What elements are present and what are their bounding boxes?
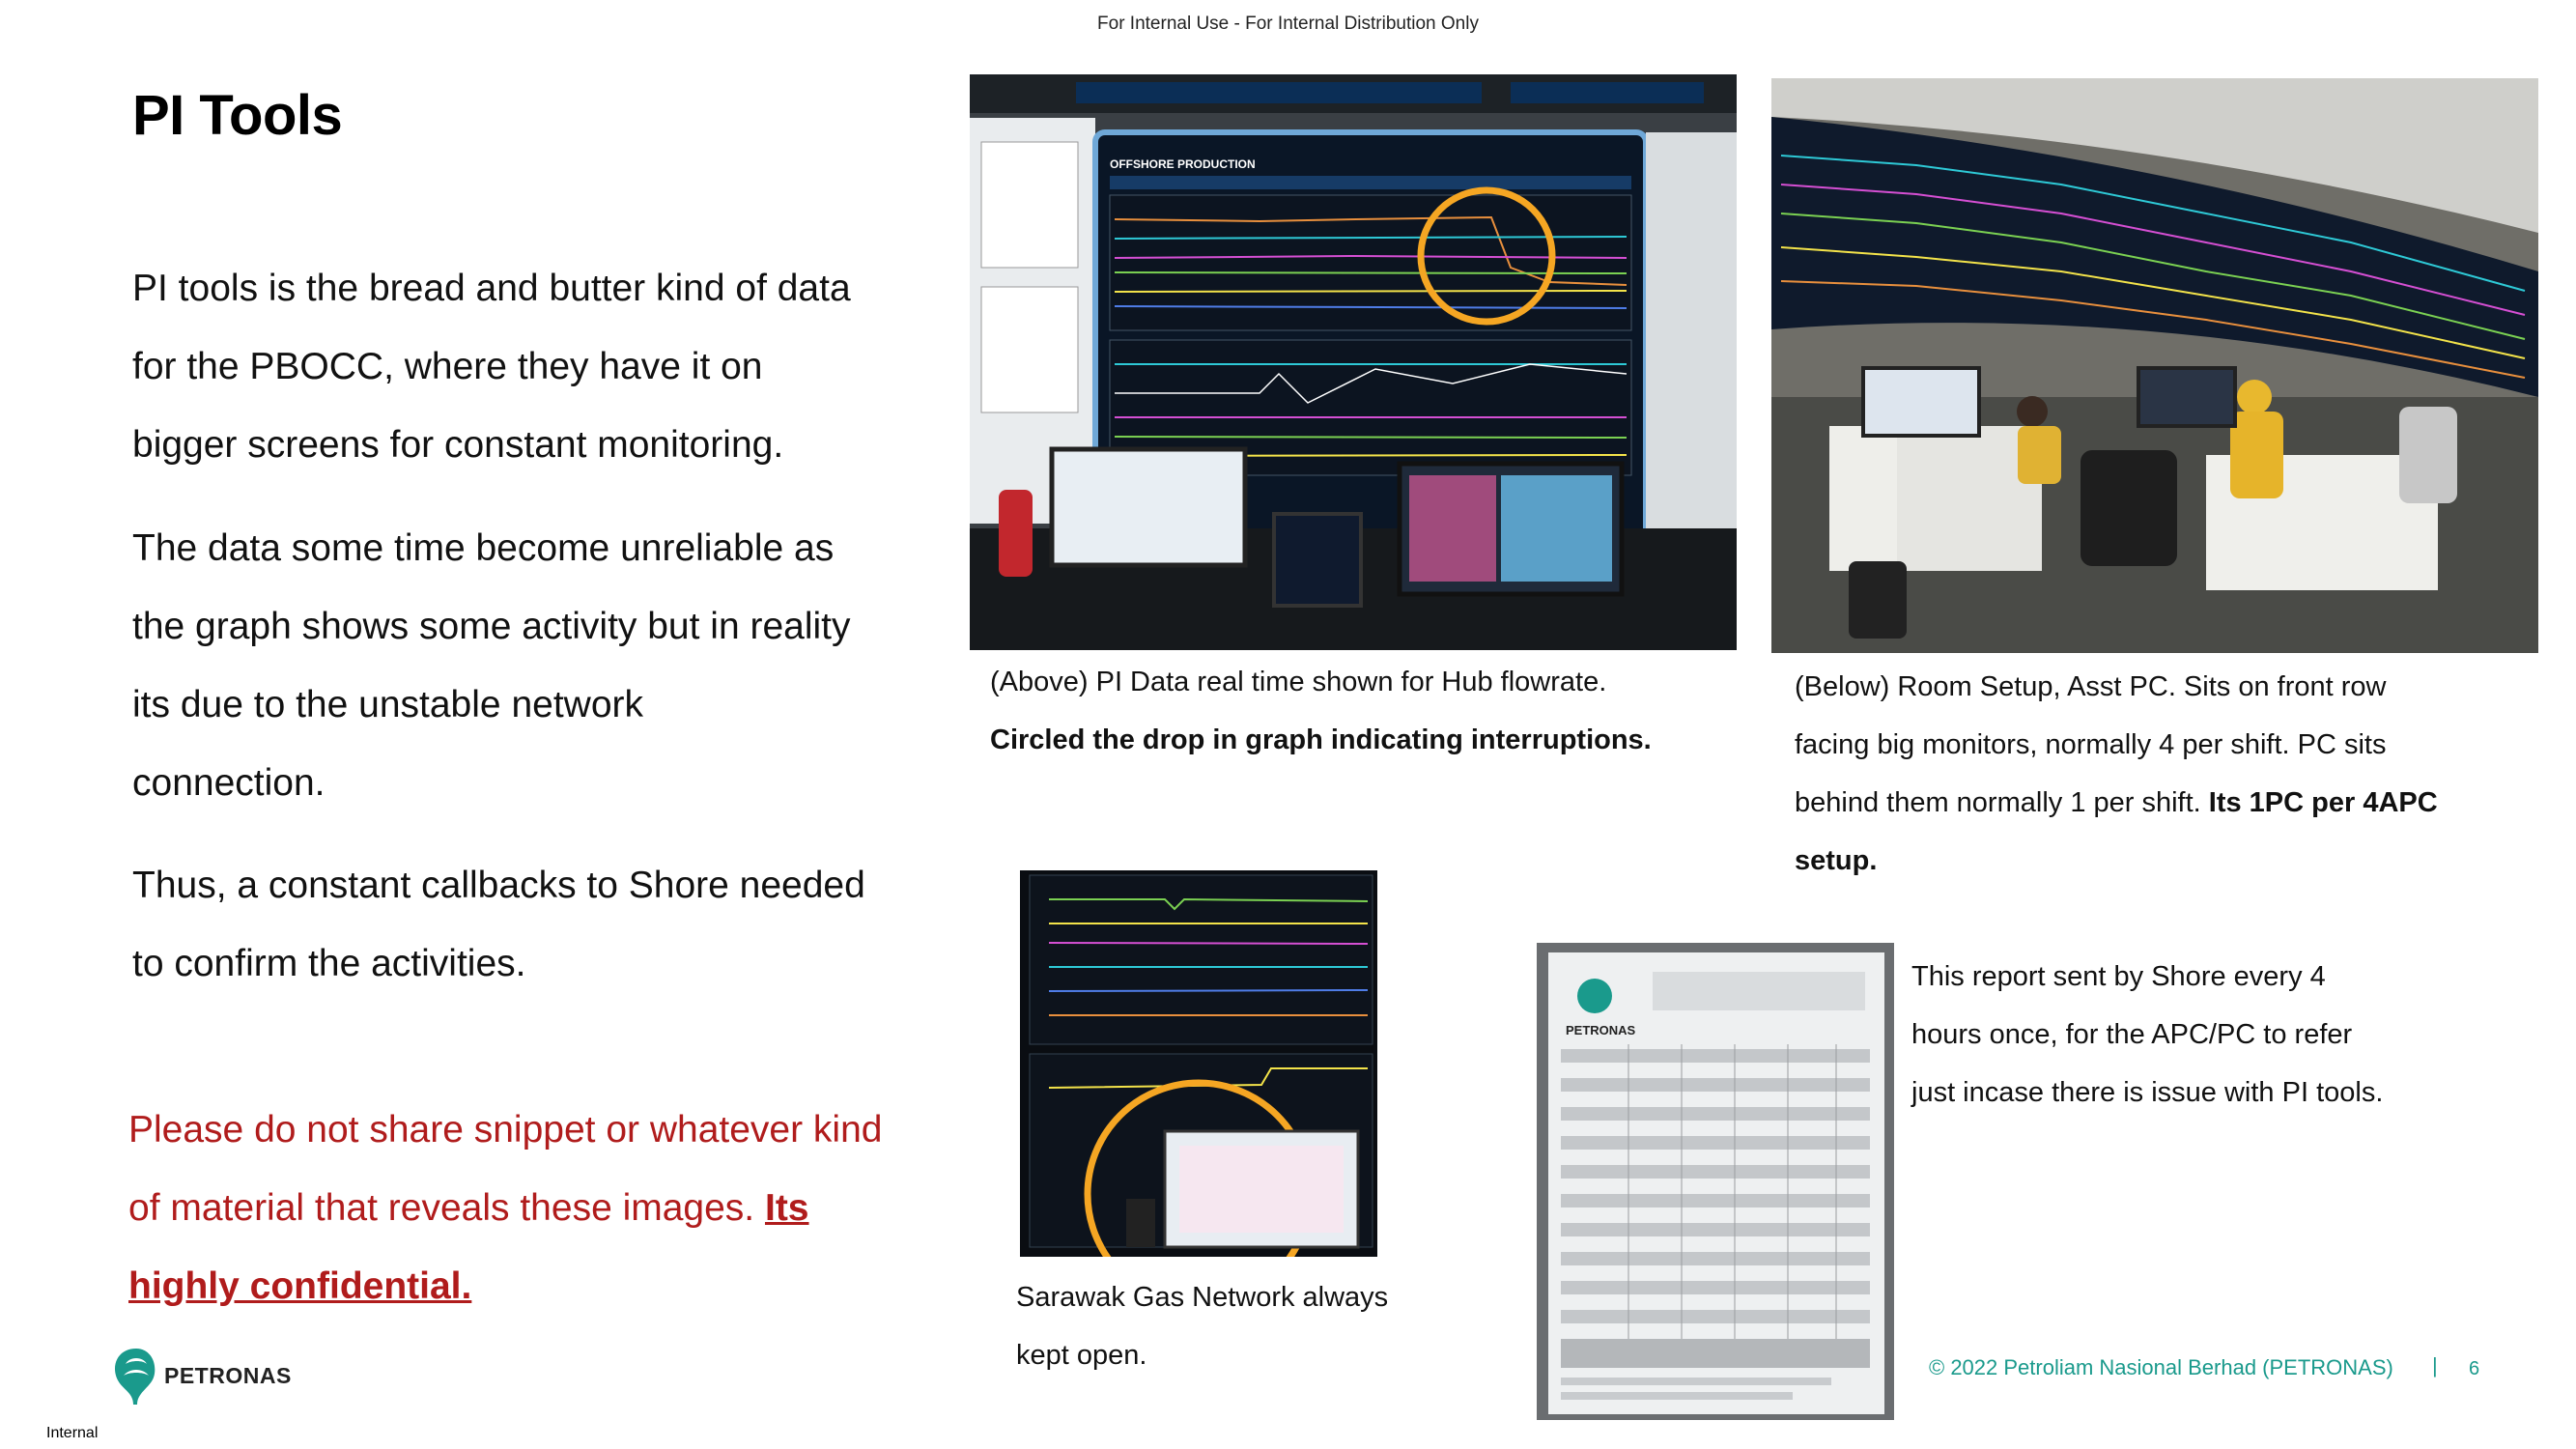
caption-sarawak-gas xyxy=(1016,1268,1460,1384)
warning-emphasis: highly confidential. xyxy=(128,1265,472,1307)
caption-line: kept open. xyxy=(1016,1340,1147,1371)
control-room-screen-illustration xyxy=(970,74,1737,650)
screen-title: OFFSHORE PRODUCTION xyxy=(1110,157,1256,171)
paragraph-callbacks xyxy=(132,846,924,1003)
petronas-logo-text: PETRONAS xyxy=(164,1363,292,1388)
text-line: for the PBOCC, where they have it on xyxy=(132,346,763,387)
report-logo-text: PETRONAS xyxy=(1566,1023,1636,1037)
text-line: The data some time become unreliable as xyxy=(132,527,835,569)
warning-text: of material that reveals these images. xyxy=(128,1187,765,1229)
caption-line xyxy=(1795,774,2558,832)
text-line: PI tools is the bread and butter kind of data xyxy=(132,268,851,309)
warning-line xyxy=(128,1247,959,1325)
warning-line: Please do not share snippet or whatever kind xyxy=(128,1109,883,1151)
petronas-emblem-icon xyxy=(108,1343,164,1412)
footer-separator: | xyxy=(2432,1353,2438,1378)
caption-pi-data xyxy=(990,653,1724,769)
text-line: Thus, a constant callbacks to Shore needed xyxy=(132,865,865,906)
caption-line: facing big monitors, normally 4 per shift. PC sits xyxy=(1795,729,2387,760)
text-line: connection. xyxy=(132,762,326,804)
photo-shore-report xyxy=(1537,943,1894,1420)
confidentiality-warning xyxy=(128,1091,959,1325)
gas-network-screen-illustration xyxy=(1020,870,1377,1257)
text-line: bigger screens for constant monitoring. xyxy=(132,424,784,466)
caption-text: behind them normally 1 per shift. xyxy=(1795,787,2209,818)
caption-line: hours once, for the APC/PC to refer xyxy=(1911,1019,2353,1050)
caption-line-emphasis: setup. xyxy=(1795,845,1878,876)
confidentiality-header: For Internal Use - For Internal Distribution Only xyxy=(1097,14,1479,34)
caption-line: (Above) PI Data real time shown for Hub flowrate. xyxy=(990,667,1607,697)
petronas-logo-icon xyxy=(108,1343,164,1412)
caption-line: (Below) Room Setup, Asst PC. Sits on front row xyxy=(1795,671,2387,702)
warning-emphasis: Its xyxy=(764,1187,809,1229)
paragraph-unreliable-data xyxy=(132,509,924,822)
report-sheet-illustration xyxy=(1537,943,1894,1420)
caption-line: Sarawak Gas Network always xyxy=(1016,1282,1389,1313)
caption-line: This report sent by Shore every 4 xyxy=(1911,961,2326,992)
photo-control-room-setup xyxy=(1771,78,2538,653)
caption-room-setup xyxy=(1795,658,2558,890)
control-room-illustration xyxy=(1771,78,2538,653)
classification-label: Internal xyxy=(46,1425,99,1441)
paragraph-pi-tools-intro xyxy=(132,249,924,484)
caption-shore-report xyxy=(1911,948,2539,1122)
slide-title: PI Tools xyxy=(132,84,343,147)
text-line: its due to the unstable network xyxy=(132,684,643,725)
caption-emphasis: Its 1PC per 4APC xyxy=(2208,787,2438,818)
warning-line xyxy=(128,1169,959,1247)
photo-sarawak-gas-network xyxy=(1020,870,1377,1257)
text-line: the graph shows some activity but in reality xyxy=(132,606,851,647)
footer-copyright: © 2022 Petroliam Nasional Berhad (PETRONAS) xyxy=(1929,1355,2393,1379)
photo-offshore-production-screens xyxy=(970,74,1737,650)
caption-line-emphasis: Circled the drop in graph indicating interruptions. xyxy=(990,724,1652,755)
page-number: 6 xyxy=(2469,1358,2480,1379)
text-line: to confirm the activities. xyxy=(132,943,526,984)
caption-line: just incase there is issue with PI tools. xyxy=(1911,1077,2384,1108)
